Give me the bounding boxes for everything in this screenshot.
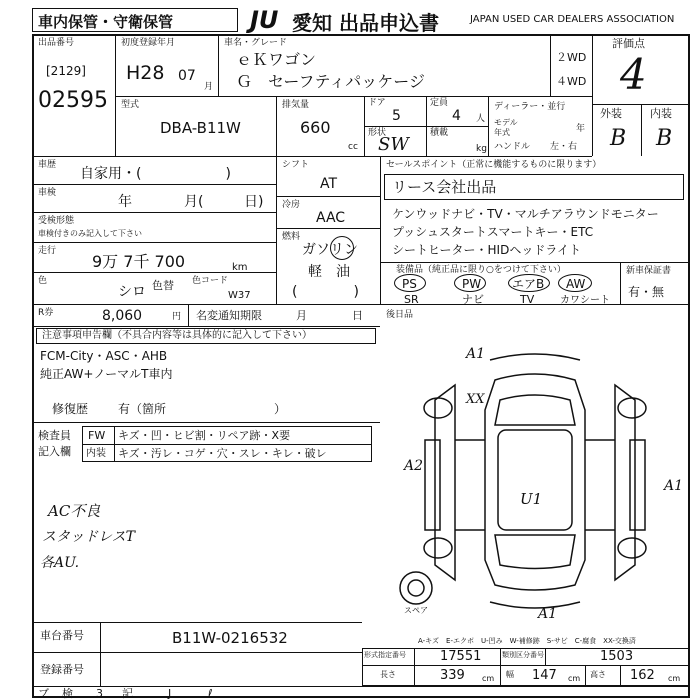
- type-value: DBA-B11W: [160, 119, 241, 137]
- lot-label: 出品番号: [38, 38, 75, 48]
- fw-label: FW: [88, 429, 106, 442]
- change-month: 月: [296, 309, 307, 322]
- mark-a1-front: A1: [466, 346, 486, 362]
- damage-legend: A-キズ E-エクボ U-凹み W-補修跡 S-サビ C-腐食 XX-交換済: [418, 637, 636, 645]
- selling-line-1: ケンウッドナビ・TV・マルチアラウンドモニター: [392, 207, 659, 221]
- equipment-label: 装備品（純正品に限り○をつけて下さい）: [396, 265, 566, 275]
- footer-label-5: J: [168, 687, 172, 700]
- evaluation-label: 評価点: [612, 37, 645, 50]
- association-name: JAPAN USED CAR DEALERS ASSOCIATION: [470, 14, 675, 25]
- selling-points-label: セールスポイント（正常に機能するものに限ります）: [386, 160, 602, 170]
- doors-value: 5: [392, 108, 401, 124]
- fuel-circle: [330, 236, 354, 260]
- model-label: 車名・グレード: [224, 38, 288, 48]
- shape-label: 形状: [368, 128, 387, 138]
- capacity-value: 4: [452, 108, 461, 124]
- footer-label-4: 記: [122, 687, 133, 700]
- height-unit: cm: [668, 674, 681, 683]
- mileage-unit: km: [232, 262, 248, 273]
- selling-line-2: プッシュスタートスマートキー・ETC: [392, 225, 594, 239]
- equip-aw-circle: [558, 274, 592, 292]
- equip-tv: TV: [520, 293, 535, 306]
- handwritten-1: AC不良: [48, 502, 101, 520]
- load-label: 積載: [430, 128, 449, 138]
- registration-year: H28: [126, 62, 165, 84]
- displacement-unit: cc: [348, 142, 358, 152]
- interior-grade: B: [656, 126, 673, 151]
- interior-items: キズ・汚レ・コゲ・穴・スレ・キレ・破レ: [118, 447, 327, 460]
- fuel-other: ( ): [292, 284, 359, 300]
- tax-label: R券: [38, 308, 54, 318]
- mark-u1: U1: [520, 490, 543, 508]
- cooling-label: 冷房: [282, 200, 301, 210]
- reg-number-label: 登録番号: [40, 663, 84, 676]
- dealer-label: ディーラー・並行: [494, 102, 566, 112]
- footer-label-1: ブ: [38, 687, 49, 700]
- mark-a2: A2: [404, 458, 424, 474]
- repair-label: 修復歴: [52, 402, 89, 416]
- evaluation-score: 4: [620, 50, 647, 99]
- mileage-label: 走行: [38, 246, 57, 256]
- type-label: 型式: [121, 100, 140, 110]
- acceptance-note: 車検付きのみ記入して下さい: [38, 229, 142, 238]
- length-label: 長さ: [380, 670, 396, 679]
- doors-label: ドア: [368, 98, 386, 108]
- inspection-label: 車検: [38, 188, 57, 198]
- exterior-grade: B: [610, 126, 627, 151]
- fuel-diesel: 軽 油: [308, 264, 350, 280]
- height-label: 高さ: [590, 670, 606, 679]
- model-name: ｅＫワゴン: [236, 50, 317, 69]
- warranty-value: 有・無: [628, 285, 665, 299]
- width-value: 147: [532, 668, 557, 683]
- model-grade: Ｇ セーフティパッケージ: [236, 72, 425, 91]
- interior-label: 内装: [650, 107, 672, 120]
- mark-a1-rear: A1: [538, 606, 558, 622]
- length-value: 339: [440, 668, 465, 683]
- selling-line-3: シートヒーター・HIDヘッドライト: [392, 243, 581, 257]
- equip-airbag: エアB: [512, 277, 545, 291]
- history-value: 自家用・( ): [80, 166, 231, 182]
- notes-label: 注意事項申告欄（不具合内容等は具体的に記入して下さい）: [42, 330, 312, 341]
- equip-ps: PS: [402, 277, 417, 291]
- displacement-label: 排気量: [282, 100, 310, 110]
- displacement-value: 660: [300, 118, 331, 137]
- length-unit: cm: [482, 674, 495, 683]
- handwritten-2: スタッドレスT: [42, 529, 135, 545]
- notes-line-1: FCM-City・ASC・AHB: [40, 349, 168, 363]
- class-no: 1503: [600, 649, 634, 664]
- footer-label-3: 3: [96, 687, 103, 700]
- inspection-day: 日): [244, 194, 264, 210]
- registration-month: 07: [178, 68, 196, 84]
- color-code: W37: [228, 290, 251, 301]
- inspector-label-2: 記入欄: [38, 445, 71, 458]
- repair-value: 有（箇所 ）: [118, 402, 287, 416]
- selling-headline: リース会社出品: [392, 178, 497, 196]
- registration-label: 初度登録年月: [121, 38, 176, 48]
- equip-pw-circle: [454, 274, 486, 292]
- fuel-label: 燃料: [282, 232, 301, 242]
- equip-navi: ナビ: [462, 293, 484, 306]
- change-day: 日: [352, 309, 363, 322]
- capacity-label: 定員: [430, 98, 449, 108]
- color-value: シロ: [118, 284, 146, 300]
- drive-4wd: ４WD: [556, 75, 587, 88]
- equip-airbag-circle: [508, 274, 550, 292]
- type-no: 17551: [440, 649, 482, 664]
- mileage-value: 9万 7千 700: [92, 252, 186, 271]
- shift-value: AT: [320, 176, 338, 192]
- lot-number: 02595: [38, 88, 108, 113]
- inspection-month: 月(: [184, 194, 204, 210]
- after-label: 後日品: [386, 310, 414, 320]
- cooling-value: AAC: [316, 210, 346, 226]
- tax-value: 8,060: [102, 308, 143, 324]
- ju-logo: JU: [250, 6, 279, 34]
- load-unit: kg: [476, 144, 487, 154]
- model-year-label: モデル年式: [494, 118, 518, 137]
- fw-items: キズ・凹・ヒビ割・リペア跡・X要: [118, 429, 291, 442]
- drive-2wd: ２WD: [556, 51, 587, 64]
- type-no-label: 形式指定番号: [364, 651, 406, 659]
- width-label: 幅: [506, 670, 514, 679]
- handle-value: 左・右: [550, 142, 578, 152]
- equip-aw: AW: [566, 277, 586, 291]
- color-code-label: 色コード: [192, 276, 229, 286]
- chassis-value: B11W-0216532: [172, 629, 288, 647]
- capacity-unit: 人: [476, 114, 486, 124]
- width-unit: cm: [568, 674, 581, 683]
- change-label: 名変通知期限: [196, 309, 262, 322]
- tax-unit: 円: [172, 312, 182, 322]
- inspector-label-1: 検査員: [38, 429, 71, 442]
- storage-label: 車内保管・守衛保管: [38, 13, 174, 31]
- warranty-label: 新車保証書: [626, 266, 672, 276]
- equip-sr: SR: [404, 293, 419, 306]
- exterior-label: 外装: [600, 107, 622, 120]
- interior-row-label: 内装: [86, 448, 106, 459]
- mark-a1-right: A1: [664, 478, 684, 494]
- equip-leather: カワシート: [560, 295, 610, 306]
- shape-value: SW: [378, 134, 409, 155]
- chassis-label: 車台番号: [40, 629, 84, 642]
- repaint-label: 色替: [152, 279, 174, 292]
- form-title: 愛知 出品申込書: [292, 11, 439, 35]
- car-damage-diagram: [380, 330, 690, 630]
- footer-label-6: ℓ: [208, 687, 213, 700]
- shift-label: シフト: [282, 160, 310, 170]
- color-label: 色: [38, 276, 48, 286]
- handwritten-3: 各AU.: [40, 555, 80, 571]
- lot-code: [2129]: [46, 64, 86, 78]
- equip-ps-circle: [394, 274, 426, 292]
- mark-xx: XX: [466, 392, 485, 407]
- notes-line-2: 純正AW+ノーマルT車内: [40, 367, 173, 381]
- footer-label-2: 検: [62, 687, 73, 700]
- handle-label: ハンドル: [494, 142, 531, 152]
- fuel-gasoline: ガソリン: [302, 242, 358, 258]
- equip-pw: PW: [462, 277, 482, 291]
- height-value: 162: [630, 668, 655, 683]
- history-label: 車歴: [38, 160, 57, 170]
- class-no-label: 類別区分番号: [502, 651, 544, 659]
- registration-month-unit: 月: [204, 82, 214, 92]
- inspection-year: 年: [118, 194, 132, 210]
- model-year-unit: 年: [576, 124, 586, 134]
- acceptance-label: 受検形態: [38, 216, 75, 226]
- spare-label: スペア: [404, 606, 428, 615]
